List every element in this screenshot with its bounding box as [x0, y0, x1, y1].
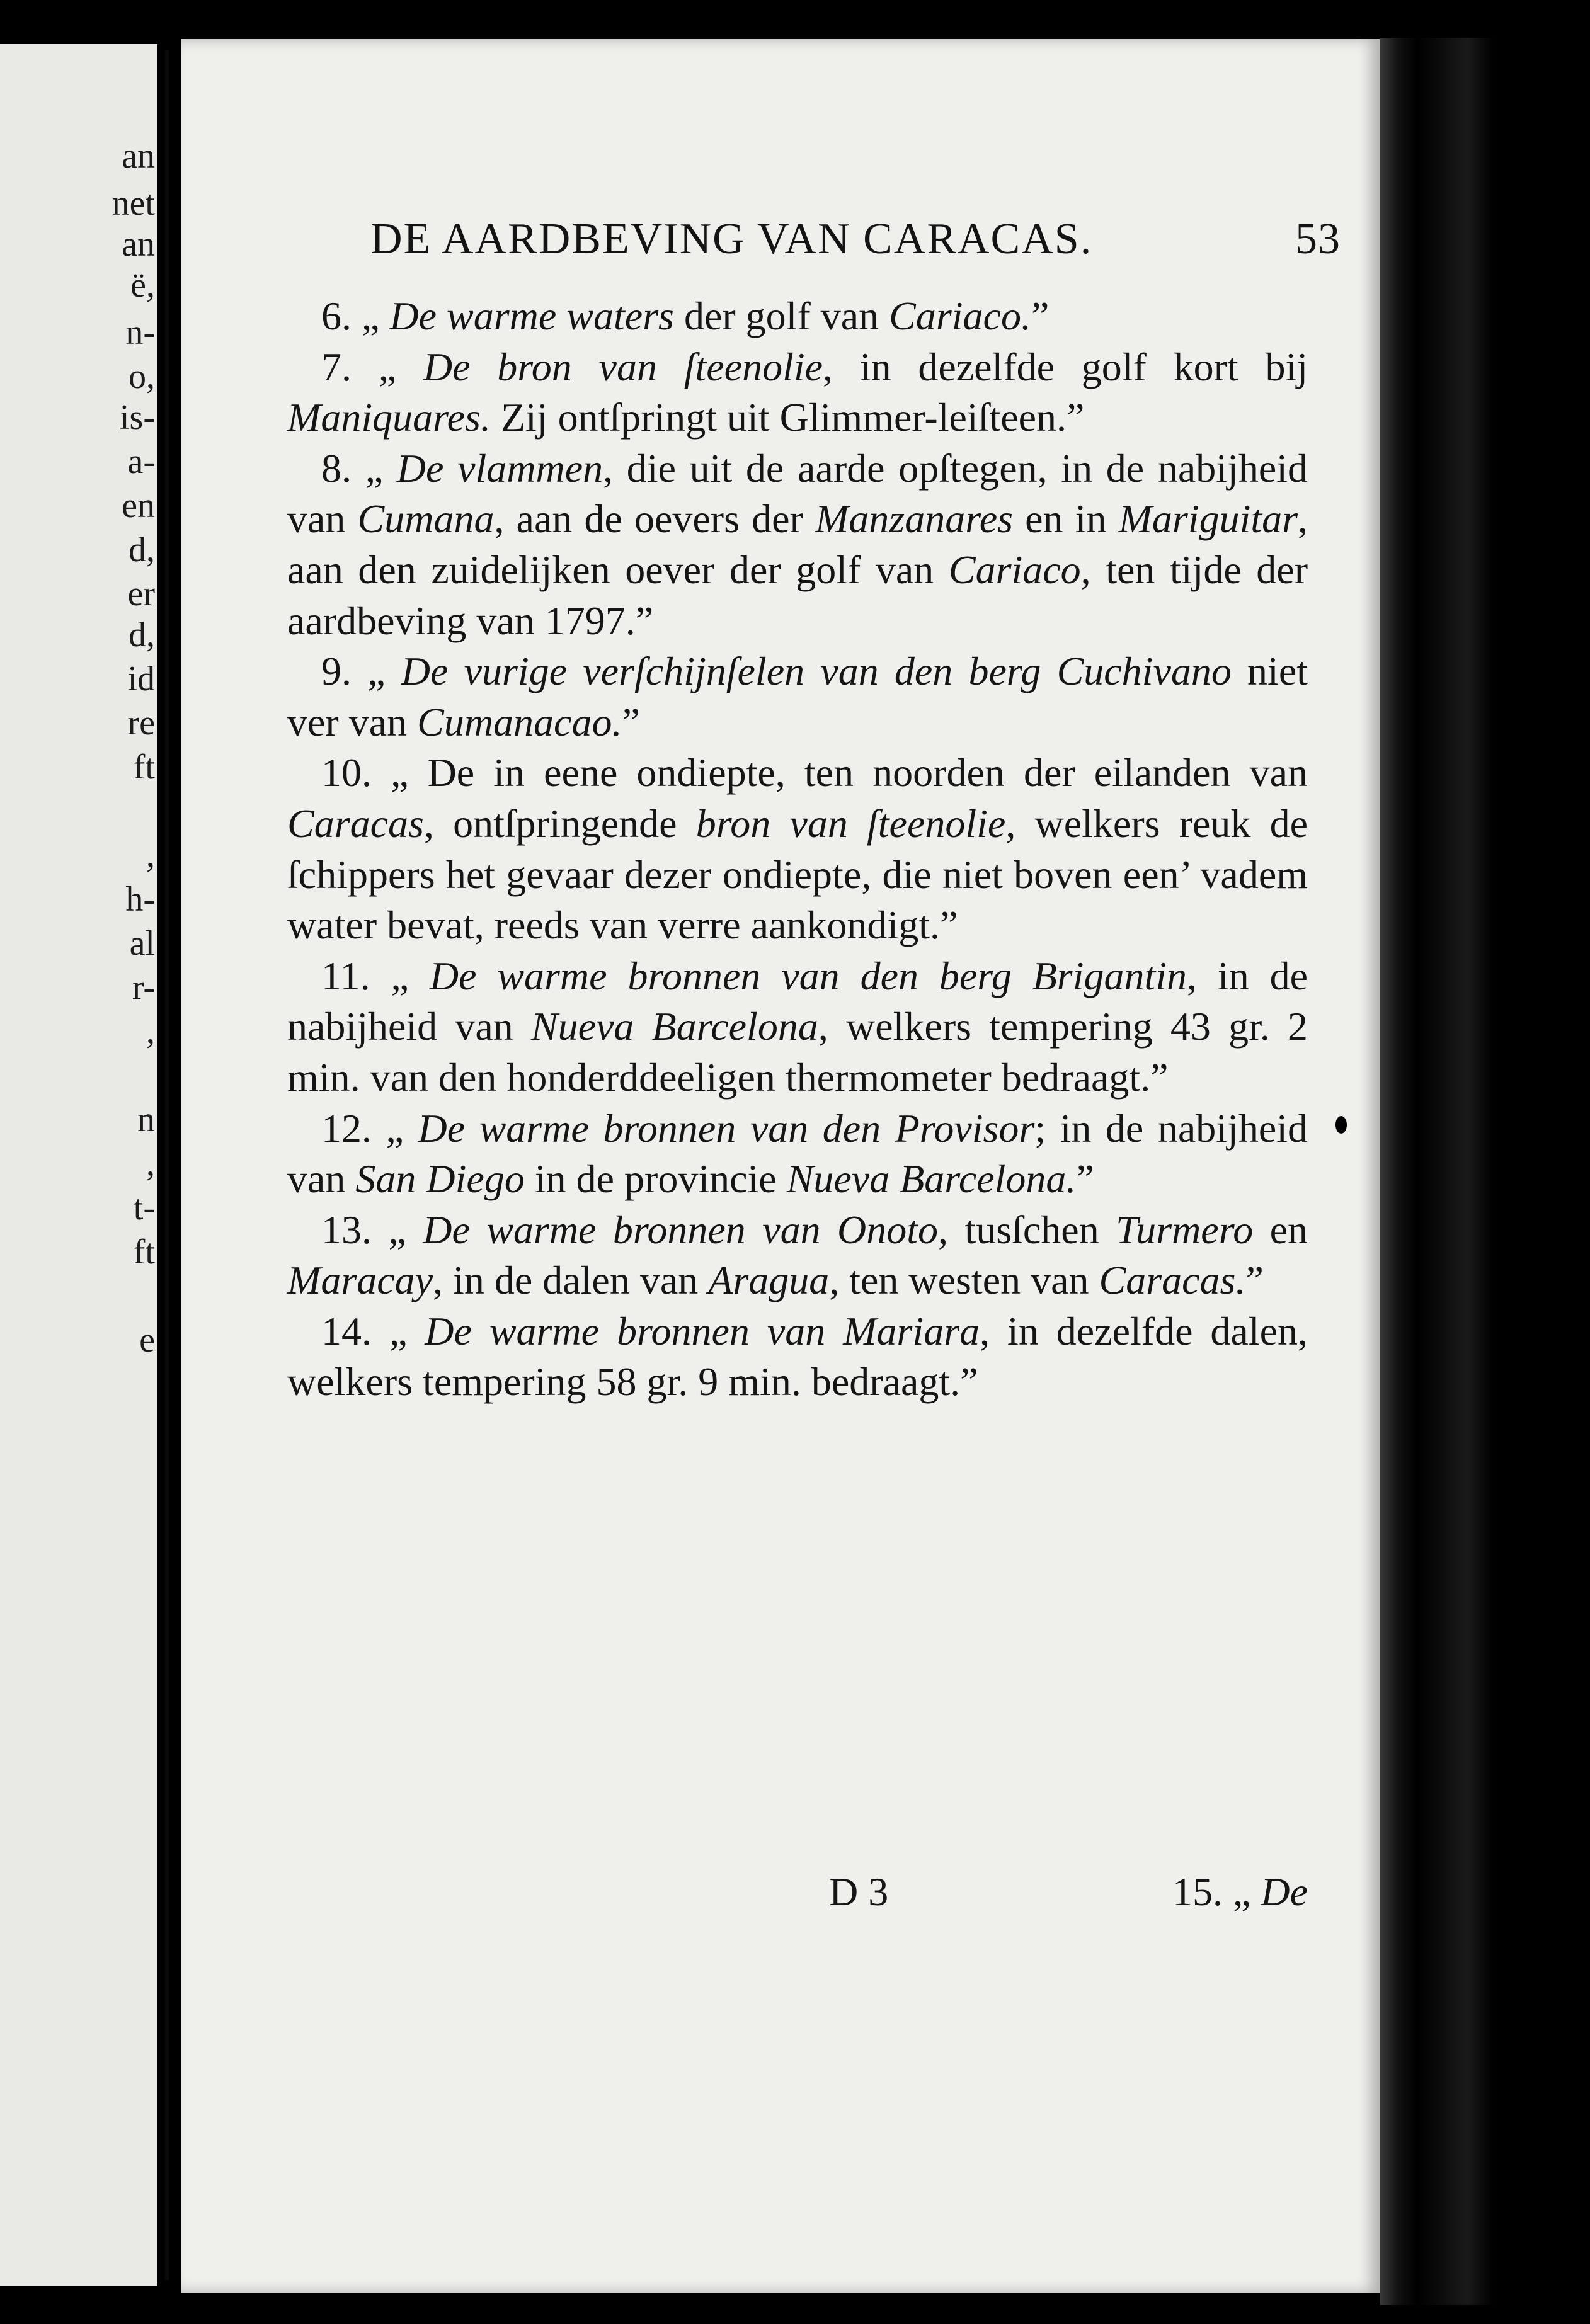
entry-number: 10.	[321, 750, 391, 795]
italic-run: De warme bronnen van den berg Brigantin	[429, 953, 1187, 998]
italic-run: Maniquares.	[287, 395, 491, 440]
text-run: , in de dalen van	[433, 1258, 709, 1303]
facing-page-fragment: o,	[129, 357, 155, 396]
text-run: ”	[622, 699, 640, 744]
text-run: , in dezelfde golf kort bij	[823, 344, 1308, 389]
body-text	[287, 291, 1308, 1408]
entry-number: 11.	[321, 953, 391, 998]
facing-page-fragment: n-	[125, 313, 155, 352]
text-run: „	[367, 649, 401, 694]
text-run: ”	[1031, 293, 1050, 338]
facing-page-fragment: ,	[146, 1144, 155, 1183]
facing-page-fragment: an	[122, 225, 155, 264]
italic-run: Caracas	[287, 800, 424, 846]
facing-page-fragment: is-	[120, 398, 155, 437]
entry-number: 9.	[321, 649, 368, 694]
text-run: „	[378, 344, 423, 389]
facing-page-edge	[0, 44, 157, 2286]
text-run: , tusſchen	[938, 1207, 1116, 1252]
facing-page-fragment: al	[129, 924, 155, 963]
text-run: , welkers reuk de ſchippers het gevaar dezer ondiepte, die niet boven een’ vadem water bevat, reeds van verre aankondigt.”	[287, 800, 1308, 948]
text-run: , in de nabijheid van	[287, 953, 1308, 1049]
text-run: Zij ontſpringt uit Glimmer-leiſteen.”	[490, 395, 1085, 440]
catchword-number: 15. „	[1172, 1869, 1251, 1914]
facing-page-fragment: t-	[133, 1188, 155, 1228]
italic-run: Manzanares	[815, 496, 1014, 542]
page-footer	[287, 1869, 1308, 1925]
entry-7	[287, 1205, 1308, 1306]
facing-page-fragment: ft	[133, 1233, 155, 1272]
italic-run: De warme bronnen van den Provisor	[418, 1105, 1035, 1151]
page-number: 53	[1295, 215, 1341, 263]
text-run: en in	[1013, 496, 1119, 542]
entry-5	[287, 951, 1308, 1103]
running-title: DE AARDBEVING VAN CARACAS.	[370, 215, 1093, 263]
facing-page-fragment: re	[127, 703, 155, 743]
italic-run: Cumanacao.	[417, 699, 622, 744]
entry-1	[287, 342, 1308, 443]
italic-run: Caracas.	[1099, 1258, 1246, 1303]
catchword-word: De	[1261, 1869, 1308, 1914]
entry-number: 13.	[321, 1207, 389, 1252]
entry-number: 12.	[321, 1105, 386, 1151]
text-run: , in dezelfde dalen, welkers tempering 58 gr. 9 min. bedraagt.”	[287, 1308, 1308, 1404]
ink-speck	[1335, 1116, 1347, 1134]
facing-page-fragment: ë,	[130, 266, 155, 305]
text-run: der golf van	[673, 293, 889, 338]
italic-run: Nueva Barcelona	[530, 1004, 818, 1049]
facing-page-fragment: d,	[129, 615, 155, 654]
facing-page-fragment: ,	[146, 836, 155, 875]
italic-run: Aragua	[708, 1258, 830, 1303]
italic-run: De vlammen	[396, 445, 603, 491]
text-run: , ontſpringende	[423, 800, 696, 846]
text-run: niet ver van	[287, 649, 1308, 744]
italic-run: Mariguitar	[1118, 496, 1298, 542]
facing-page-fragment: ft	[133, 748, 155, 787]
facing-page-fragment: h-	[125, 880, 155, 919]
catchword	[1172, 1869, 1308, 1915]
facing-page-fragment: net	[112, 184, 155, 223]
entry-number: 14.	[321, 1308, 389, 1353]
italic-run: Turmero	[1116, 1207, 1254, 1252]
text-run: „	[389, 1308, 425, 1353]
text-run: „	[362, 293, 390, 338]
italic-run: De vurige verſchijnſelen van den berg Cuchivano	[401, 649, 1232, 694]
facing-page-fragment: r-	[132, 968, 155, 1007]
entry-4	[287, 748, 1308, 950]
facing-page-fragment: id	[127, 659, 155, 698]
entry-8	[287, 1306, 1308, 1408]
italic-run: De bron van ſteenolie	[423, 344, 823, 389]
book-binding-edge	[1380, 38, 1590, 2305]
entry-number: 8.	[321, 445, 365, 491]
text-run: „	[388, 1207, 423, 1252]
text-run: , die uit de aarde opſtegen, in de nabijheid van	[287, 445, 1308, 542]
entry-number: 6.	[321, 293, 362, 338]
entry-2	[287, 443, 1308, 646]
entry-6	[287, 1103, 1308, 1205]
text-run: „	[391, 953, 430, 998]
entry-0	[287, 291, 1308, 342]
italic-run: Maracay	[287, 1258, 433, 1303]
gutter-shadow	[165, 50, 169, 2280]
text-run: „	[365, 445, 397, 491]
facing-page-fragment: n	[137, 1100, 155, 1139]
italic-run: De warme waters	[389, 293, 674, 338]
facing-page-fragment: ,	[146, 1012, 155, 1051]
italic-run: bron van ſteenolie	[695, 800, 1006, 846]
facing-page-fragment: d,	[129, 530, 155, 569]
entry-3	[287, 646, 1308, 748]
book-page	[181, 39, 1380, 2293]
running-head	[370, 214, 1341, 265]
text-run: „	[386, 1105, 418, 1151]
italic-run: Cariaco.	[889, 293, 1031, 338]
facing-page-fragment: er	[127, 574, 155, 613]
text-run: ”	[1245, 1258, 1264, 1303]
text-run: en	[1253, 1207, 1308, 1252]
italic-run: Cariaco	[948, 547, 1081, 592]
text-run: „ De in eene ondiepte, ten noorden der eilanden van	[391, 750, 1308, 795]
facing-page-fragment: en	[122, 486, 155, 525]
facing-page-fragment: an	[122, 137, 155, 176]
text-run: in de provincie	[524, 1156, 787, 1202]
italic-run: Nueva Barcelona.	[786, 1156, 1077, 1202]
text-run: , ten westen van	[829, 1258, 1099, 1303]
italic-run: San Diego	[355, 1156, 525, 1202]
text-run: ”	[1076, 1156, 1094, 1202]
italic-run: De warme bronnen van Onoto	[423, 1207, 939, 1252]
text-run: , welkers tempering 43 gr. 2 min. van den honderddeeligen thermometer bedraagt.”	[287, 1004, 1308, 1100]
facing-page-fragment: a-	[127, 442, 155, 481]
text-run: , aan de oevers der	[494, 496, 815, 542]
signature-mark: D 3	[829, 1869, 889, 1914]
text-run: , ten tijde der aardbeving van 1797.”	[287, 547, 1308, 643]
text-run: , aan den zuidelijken oever der golf van	[287, 496, 1308, 592]
italic-run: De warme bronnen van Mariara	[425, 1308, 980, 1353]
italic-run: Cumana	[357, 496, 495, 542]
facing-page-fragment: e	[139, 1321, 155, 1360]
entry-number: 7.	[321, 344, 379, 389]
text-run: ; in de nabijheid van	[287, 1105, 1308, 1202]
